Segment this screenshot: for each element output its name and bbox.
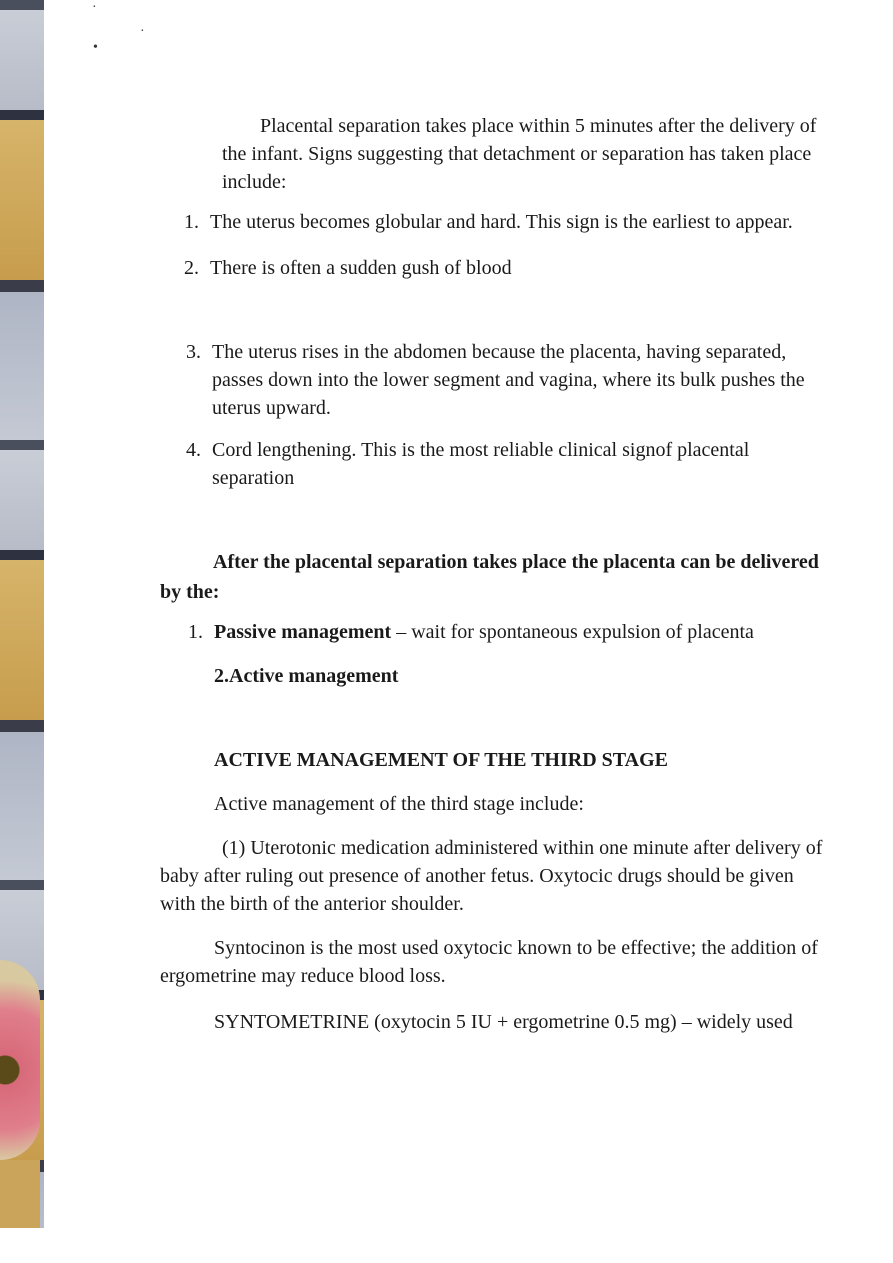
sign-2-number: 2.: [184, 257, 199, 279]
sign-4-number: 4.: [186, 439, 201, 461]
speck: ·: [140, 24, 145, 39]
intro-line-1: Placental separation takes place within 5 minutes after the delivery of: [260, 115, 817, 137]
sign-2-text: There is often a sudden gush of blood: [210, 257, 512, 279]
sign-1-number: 1.: [184, 211, 199, 233]
item-1-line-1: (1) Uterotonic medication administered within one minute after delivery of: [222, 837, 823, 859]
syntometrine-line: SYNTOMETRINE (oxytocin 5 IU + ergometrine 0.5 mg) – widely used: [214, 1011, 793, 1033]
flower-pattern: [0, 960, 40, 1160]
item-1-line-3: with the birth of the anterior shoulder.: [160, 893, 464, 915]
syntocinon-line-1: Syntocinon is the most used oxytocic known to be effective; the addition of: [214, 937, 818, 959]
syntocinon-line-2: ergometrine may reduce blood loss.: [160, 965, 446, 987]
sign-3-line-3: uterus upward.: [212, 397, 331, 419]
sign-3-line-2: passes down into the lower segment and vagina, where its bulk pushes the: [212, 369, 805, 391]
passive-label: Passive management: [214, 621, 392, 643]
passive-description: – wait for spontaneous expulsion of placenta: [391, 621, 754, 643]
intro-line-2: the infant. Signs suggesting that detachment or separation has taken place: [222, 143, 812, 165]
section-heading: ACTIVE MANAGEMENT OF THE THIRD STAGE: [214, 749, 668, 771]
sign-3-number: 3.: [186, 341, 201, 363]
sign-4-line-2: separation: [212, 467, 295, 489]
active-management-item: 2.Active management: [214, 665, 399, 687]
delivery-line-1: After the placental separation takes place the placenta can be delivered: [213, 551, 819, 573]
sign-1-text: The uterus becomes globular and hard. This sign is the earliest to appear.: [210, 211, 793, 233]
passive-management-item: [214, 618, 754, 646]
intro-line-3: include:: [222, 171, 287, 193]
speck: •: [93, 40, 98, 55]
section-intro: Active management of the third stage include:: [214, 793, 584, 815]
delivery-line-2: by the:: [160, 581, 220, 603]
passive-number: 1.: [188, 621, 203, 643]
sign-3-line-1: The uterus rises in the abdomen because the placenta, having separated,: [212, 341, 787, 363]
item-1-line-2: baby after ruling out presence of another fetus. Oxytocic drugs should be given: [160, 865, 794, 887]
sign-4-line-1: Cord lengthening. This is the most reliable clinical signof placental: [212, 439, 750, 461]
binder-edge-bottom: [0, 1160, 40, 1228]
speck: ·: [92, 0, 97, 15]
